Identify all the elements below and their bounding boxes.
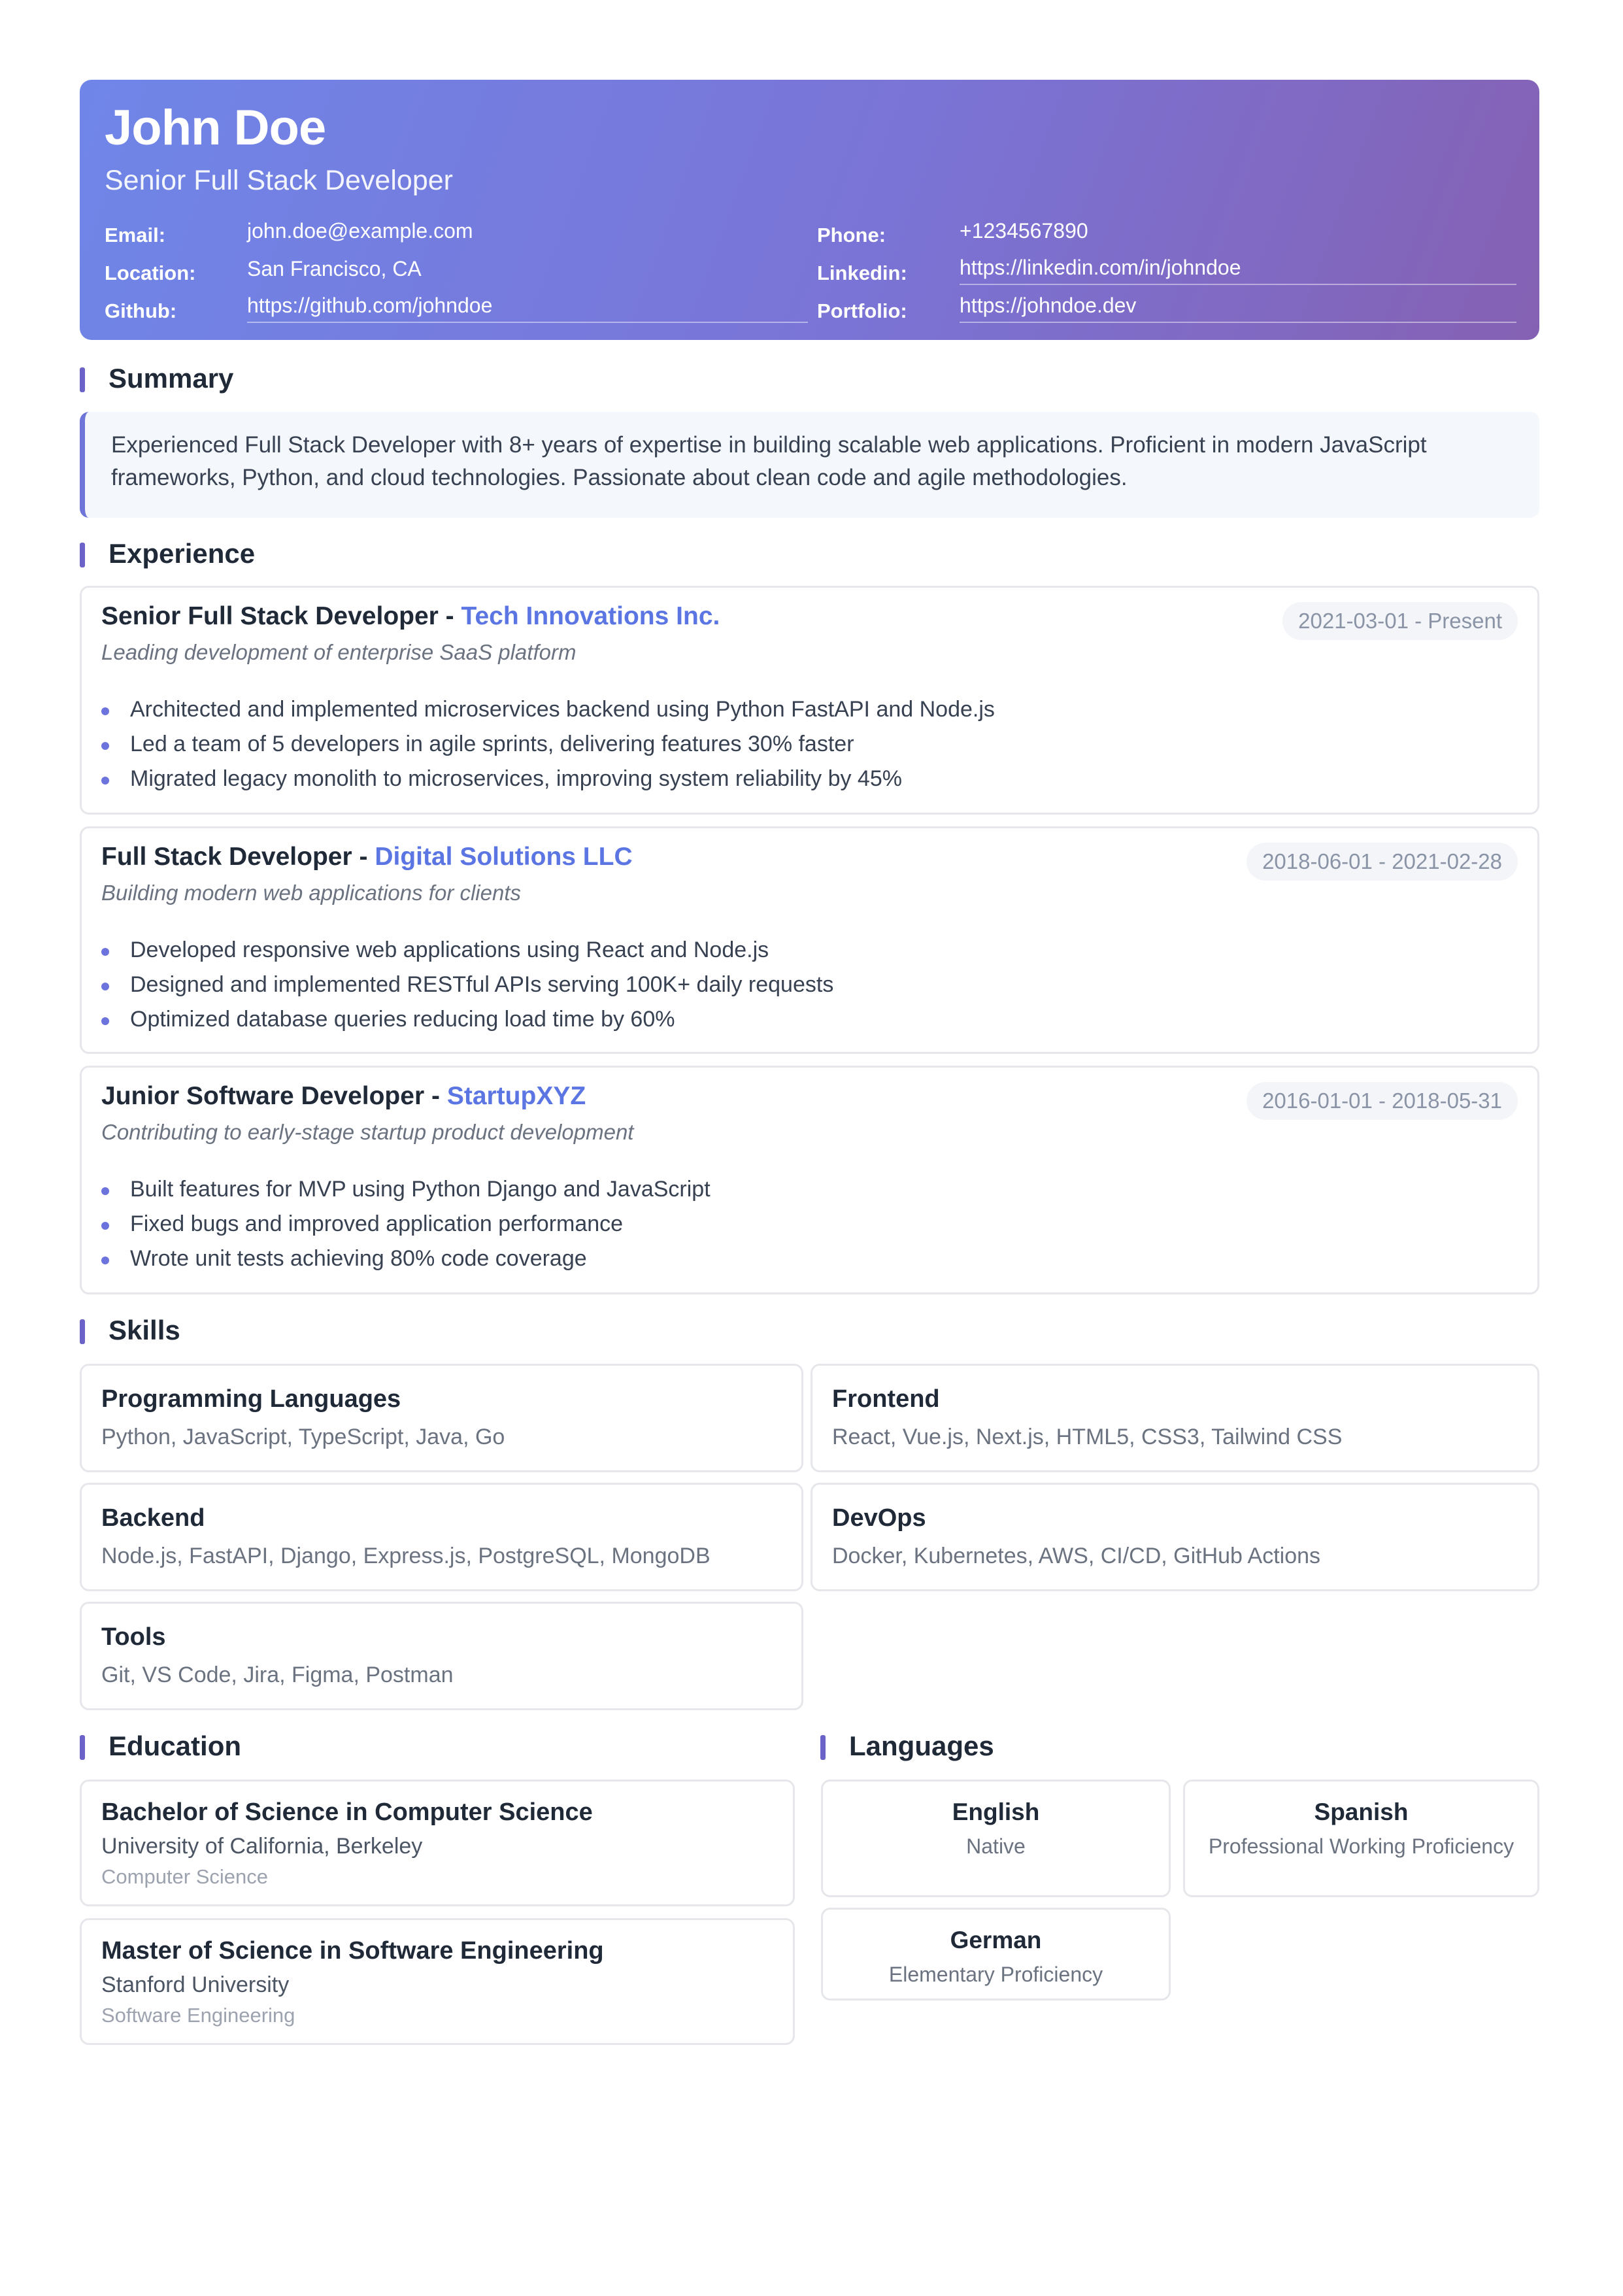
skill-card bbox=[811, 1483, 1539, 1591]
job-heading bbox=[101, 1082, 586, 1111]
contact-linkedin bbox=[817, 247, 1516, 285]
job-position: Full Stack Developer bbox=[101, 843, 352, 871]
job-company: Digital Solutions LLC bbox=[375, 843, 633, 871]
language-name: Spanish bbox=[1314, 1798, 1409, 1825]
skill-list: React, Vue.js, Next.js, HTML5, CSS3, Tailwind CSS bbox=[832, 1425, 1343, 1449]
portfolio-link[interactable]: https://johndoe.dev bbox=[960, 294, 1516, 323]
skill-list: Git, VS Code, Jira, Figma, Postman bbox=[101, 1663, 454, 1687]
education-school: Stanford University bbox=[101, 1972, 290, 1997]
portfolio-label: Portfolio: bbox=[817, 299, 907, 322]
phone-value[interactable]: +1234567890 bbox=[960, 219, 1088, 243]
job-separator: - bbox=[438, 602, 461, 630]
skill-category: Programming Languages bbox=[101, 1385, 401, 1413]
job-highlights bbox=[101, 692, 995, 796]
job-highlight: Wrote unit tests achieving 80% code coverage bbox=[101, 1241, 711, 1276]
language-card bbox=[821, 1908, 1171, 2001]
job-company: Tech Innovations Inc. bbox=[461, 602, 720, 630]
education-heading: Education bbox=[80, 1730, 241, 1763]
language-card bbox=[821, 1780, 1171, 1897]
skill-card bbox=[80, 1602, 803, 1710]
job-description: Leading development of enterprise SaaS platform bbox=[101, 640, 577, 664]
resume-header bbox=[80, 80, 1539, 340]
language-level: Native bbox=[966, 1834, 1026, 1858]
skills-heading: Skills bbox=[80, 1314, 180, 1347]
candidate-name: John Doe bbox=[105, 100, 326, 156]
summary-text: Experienced Full Stack Developer with 8+ years of expertise in building scalable web applications. Proficient in modern JavaScript frameworks, Python, and cloud technologies. Passionate about clean code and agile methodologies. bbox=[80, 412, 1539, 518]
job-separator: - bbox=[424, 1082, 447, 1110]
education-card bbox=[80, 1918, 795, 2045]
job-description: Building modern web applications for clients bbox=[101, 881, 522, 905]
contact-portfolio bbox=[817, 285, 1516, 323]
skill-card bbox=[80, 1483, 803, 1591]
job-highlights bbox=[101, 1172, 711, 1276]
job-highlight: Led a team of 5 developers in agile sprints, delivering features 30% faster bbox=[101, 727, 995, 762]
job-highlight: Migrated legacy monolith to microservices, improving system reliability by 45% bbox=[101, 762, 995, 796]
location-label: Location: bbox=[105, 262, 196, 284]
language-level: Professional Working Proficiency bbox=[1208, 1834, 1514, 1858]
skill-category: Backend bbox=[101, 1504, 205, 1532]
experience-card bbox=[80, 826, 1539, 1054]
phone-label: Phone: bbox=[817, 224, 886, 246]
linkedin-label: Linkedin: bbox=[817, 262, 907, 284]
skill-list: Python, JavaScript, TypeScript, Java, Go bbox=[101, 1425, 505, 1449]
job-heading bbox=[101, 602, 720, 631]
email-label: Email: bbox=[105, 224, 166, 246]
language-name: German bbox=[950, 1927, 1042, 1953]
github-link[interactable]: https://github.com/johndoe bbox=[247, 294, 808, 323]
contact-location bbox=[105, 247, 817, 285]
job-highlights bbox=[101, 933, 833, 1037]
location-value: San Francisco, CA bbox=[247, 257, 422, 280]
job-company: StartupXYZ bbox=[446, 1082, 586, 1110]
skill-card bbox=[811, 1364, 1539, 1472]
experience-heading: Experience bbox=[80, 537, 255, 570]
skill-list: Node.js, FastAPI, Django, Express.js, PostgreSQL, MongoDB bbox=[101, 1544, 711, 1568]
education-degree: Bachelor of Science in Computer Science bbox=[101, 1798, 593, 1826]
contact-github bbox=[105, 285, 817, 323]
education-school: University of California, Berkeley bbox=[101, 1834, 423, 1859]
contact-phone bbox=[817, 209, 1516, 247]
education-degree: Master of Science in Software Engineering bbox=[101, 1937, 604, 1965]
language-name: English bbox=[952, 1798, 1040, 1825]
skill-category: Tools bbox=[101, 1623, 166, 1651]
job-separator: - bbox=[352, 843, 375, 871]
linkedin-link[interactable]: https://linkedin.com/in/johndoe bbox=[960, 256, 1516, 285]
email-value[interactable]: john.doe@example.com bbox=[247, 219, 473, 243]
job-position: Senior Full Stack Developer bbox=[101, 602, 439, 630]
candidate-title: Senior Full Stack Developer bbox=[105, 165, 453, 196]
language-card bbox=[1183, 1780, 1539, 1897]
education-field: Computer Science bbox=[101, 1865, 269, 1888]
skill-card bbox=[80, 1364, 803, 1472]
education-card bbox=[80, 1780, 795, 1906]
education-field: Software Engineering bbox=[101, 2004, 295, 2027]
languages-heading: Languages bbox=[820, 1730, 994, 1763]
job-highlight: Developed responsive web applications using React and Node.js bbox=[101, 933, 833, 968]
experience-card bbox=[80, 586, 1539, 815]
contact-email bbox=[105, 209, 817, 247]
job-description: Contributing to early-stage startup product development bbox=[101, 1120, 634, 1144]
summary-heading: Summary bbox=[80, 362, 233, 395]
job-highlight: Built features for MVP using Python Django and JavaScript bbox=[101, 1172, 711, 1207]
skill-category: DevOps bbox=[832, 1504, 926, 1532]
job-highlight: Architected and implemented microservices backend using Python FastAPI and Node.js bbox=[101, 692, 995, 727]
experience-card bbox=[80, 1066, 1539, 1294]
github-label: Github: bbox=[105, 299, 177, 322]
job-dates-badge: 2018-06-01 - 2021-02-28 bbox=[1247, 843, 1518, 881]
job-highlight: Optimized database queries reducing load time by 60% bbox=[101, 1002, 833, 1037]
job-position: Junior Software Developer bbox=[101, 1082, 425, 1110]
job-dates-badge: 2021-03-01 - Present bbox=[1282, 602, 1518, 640]
skill-category: Frontend bbox=[832, 1385, 940, 1413]
contact-grid bbox=[105, 209, 1516, 323]
job-heading bbox=[101, 843, 633, 871]
job-dates-badge: 2016-01-01 - 2018-05-31 bbox=[1247, 1082, 1518, 1120]
skill-list: Docker, Kubernetes, AWS, CI/CD, GitHub Actions bbox=[832, 1544, 1321, 1568]
job-highlight: Designed and implemented RESTful APIs serving 100K+ daily requests bbox=[101, 968, 833, 1002]
language-level: Elementary Proficiency bbox=[888, 1963, 1103, 1986]
job-highlight: Fixed bugs and improved application performance bbox=[101, 1207, 711, 1241]
